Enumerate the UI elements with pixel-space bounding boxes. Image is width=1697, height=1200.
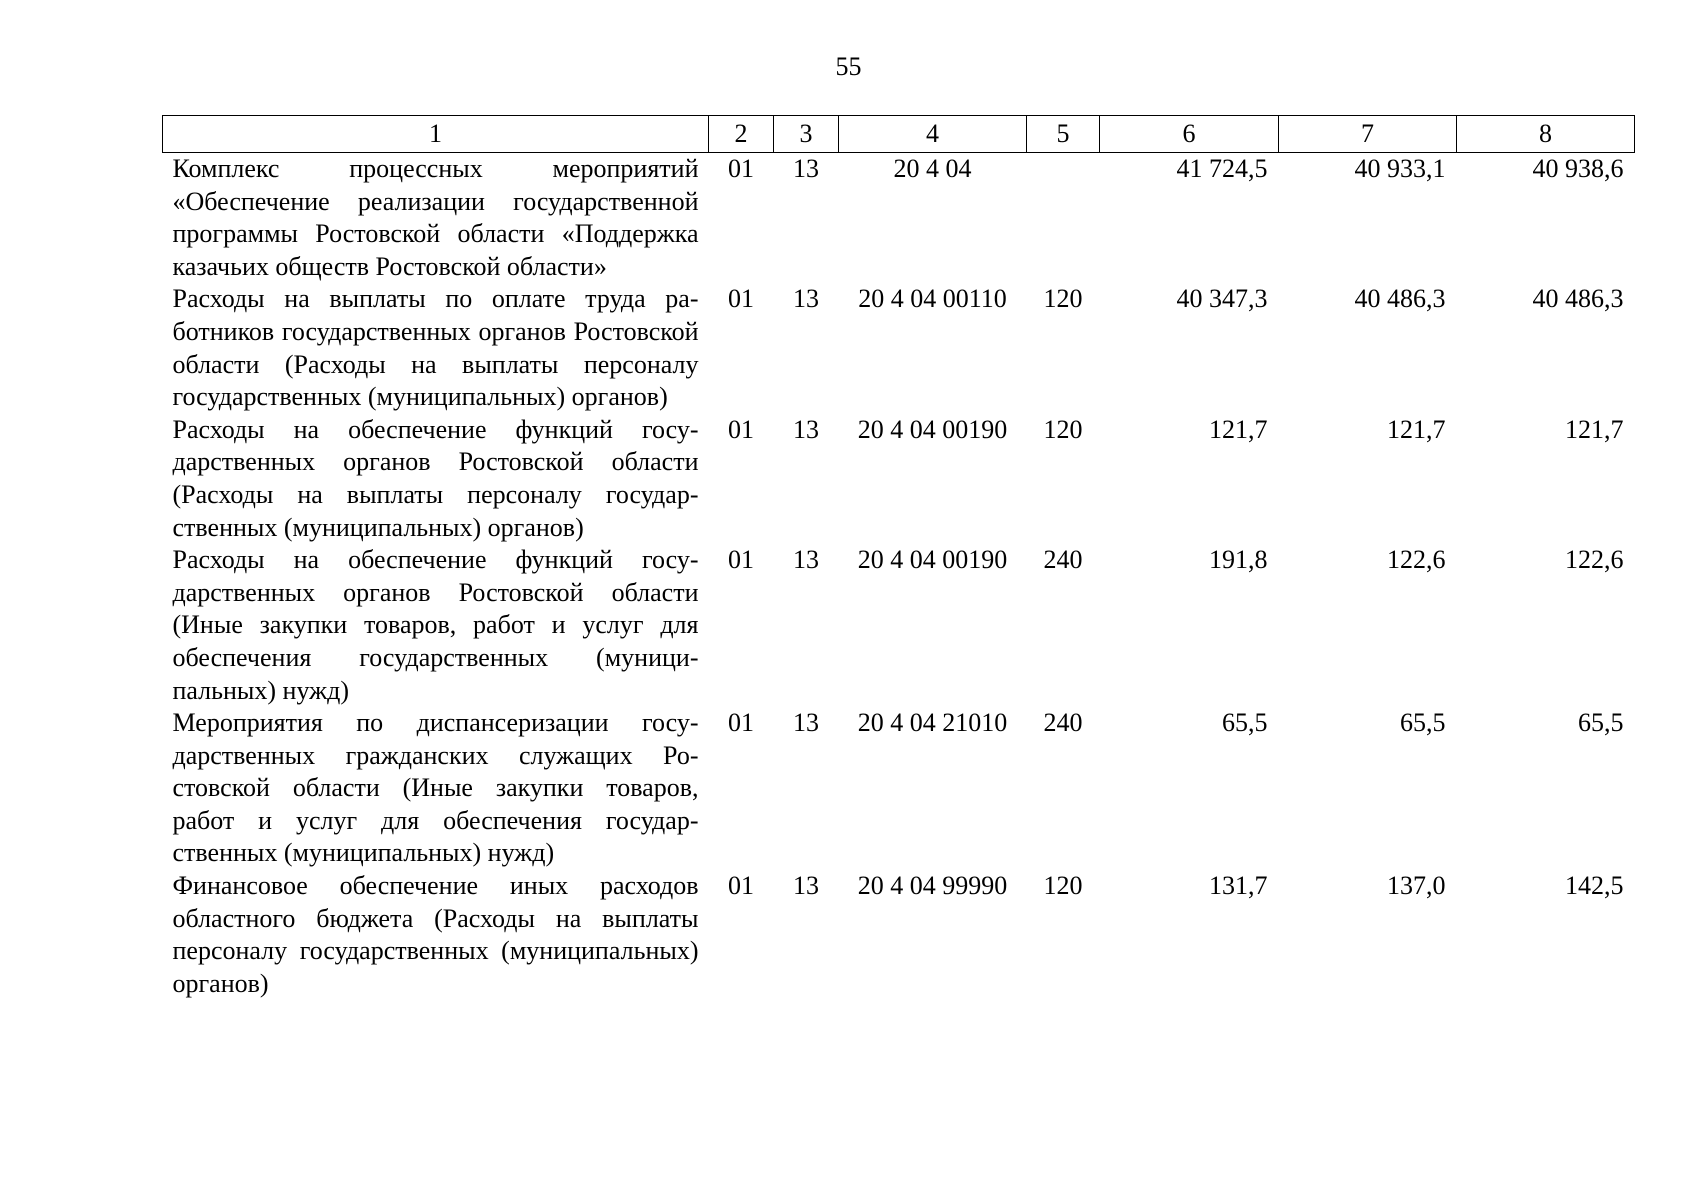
row-value-col8: 65,5 [1578,708,1624,738]
row-target-code: 20 4 04 [893,154,972,183]
row-subsection: 13 [793,284,819,314]
row-target-code: 20 4 04 00190 [857,545,1008,575]
table-row [163,414,1635,544]
row-name: Расходы на обеспечение функций государственных органов Ростовской области (Расходы на выплаты персоналу государственных (муниципальных) органов) [172,414,699,542]
row-section: 01 [728,545,754,575]
row-value-col7: 40 486,3 [1354,284,1446,314]
row-value-col6: 41 724,5 [1176,154,1268,183]
row-expense-type: 240 [1043,708,1083,738]
table-row [163,283,1635,413]
header-col-1: 1 [163,116,709,153]
row-value-col7: 122,6 [1387,545,1446,575]
row-section: 01 [728,284,754,314]
row-target-code: 20 4 04 99990 [857,871,1008,901]
table-row [163,870,1635,1000]
header-col-2: 2 [709,116,774,153]
header-col-6: 6 [1100,116,1279,153]
row-expense-type: 240 [1043,545,1083,575]
row-expense-type: 120 [1043,871,1083,901]
row-subsection: 13 [793,708,819,738]
table-row [163,544,1635,707]
row-value-col6: 40 347,3 [1176,284,1268,314]
row-section: 01 [728,414,754,444]
header-row [163,116,1635,153]
row-value-col8: 40 938,6 [1532,154,1624,183]
row-name: Расходы на выплаты по оплате труда работников государственных органов Ростовской области (Расходы на выплаты персоналу государственных (муниципальных) органов) [172,284,699,412]
header-col-3: 3 [774,116,839,153]
row-target-code: 20 4 04 00110 [858,284,1007,314]
row-name: Расходы на обеспечение функций государственных органов Ростовской области (Иные закупки товаров, работ и услуг для обеспечения государственных (муниципальных) нужд) [172,545,699,705]
row-value-col8: 122,6 [1565,545,1624,575]
row-value-col7: 121,7 [1387,414,1446,444]
row-target-code: 20 4 04 21010 [857,708,1008,738]
row-subsection: 13 [793,871,819,901]
header-col-5: 5 [1027,116,1100,153]
row-value-col6: 191,8 [1209,545,1268,575]
row-value-col8: 121,7 [1565,414,1624,444]
row-section: 01 [728,708,754,738]
row-value-col6: 121,7 [1209,414,1268,444]
table-row [163,153,1635,284]
header-col-8: 8 [1457,116,1635,153]
row-value-col8: 40 486,3 [1532,284,1624,314]
row-subsection: 13 [793,154,819,183]
row-subsection: 13 [793,545,819,575]
header-col-7: 7 [1279,116,1457,153]
row-section: 01 [728,871,754,901]
row-value-col6: 65,5 [1222,708,1268,738]
row-expense-type: 120 [1043,414,1083,444]
row-target-code: 20 4 04 00190 [857,414,1008,444]
row-expense-type [1027,153,1100,284]
table-row [163,707,1635,870]
row-value-col7: 65,5 [1400,708,1446,738]
row-name: Мероприятия по диспансеризации государственных гражданских служащих Ростовской области (Иные закупки товаров, работ и услуг для обеспечения государственных (муниципальных) нужд) [172,708,699,868]
row-section: 01 [728,154,754,183]
row-value-col8: 142,5 [1565,871,1624,901]
row-name: Комплекс процессных мероприятий «Обеспечение реализации государственной программы Ростовской области «Поддержка казачьих обществ Ростовской области» [172,154,699,281]
row-value-col7: 40 933,1 [1354,154,1446,183]
row-value-col6: 131,7 [1209,871,1268,901]
row-value-col7: 137,0 [1387,871,1446,901]
row-expense-type: 120 [1043,284,1083,314]
header-col-4: 4 [839,116,1027,153]
row-subsection: 13 [793,414,819,444]
row-name: Финансовое обеспечение иных расходов областного бюджета (Расходы на выплаты персоналу государственных (муниципальных) органов) [172,871,699,998]
budget-table [162,115,1635,1000]
page-number: 55 [835,52,862,81]
